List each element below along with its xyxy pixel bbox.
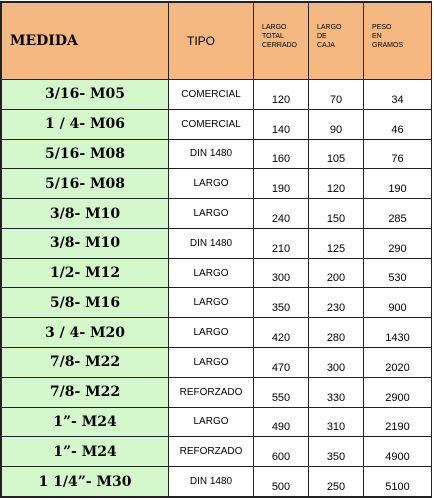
table-row [2, 169, 432, 199]
cell-tipo: COMERCIAL [169, 109, 254, 139]
cell-largo-caja: 250 [309, 467, 364, 497]
cell-medida: 1 1/4”- M30 [2, 467, 169, 497]
header-largo-caja-line: LARGO [317, 24, 342, 31]
cell-largo-caja: 350 [309, 437, 364, 467]
header-peso [364, 3, 432, 80]
cell-medida: 3/8- M10 [2, 228, 169, 258]
cell-tipo: LARGO [169, 169, 254, 199]
cell-tipo: DIN 1480 [169, 467, 254, 497]
cell-largo-total: 120 [254, 80, 309, 110]
table-row [2, 467, 432, 497]
cell-largo-total: 420 [254, 318, 309, 348]
cell-largo-caja: 120 [309, 169, 364, 199]
cell-medida: 5/8- M16 [2, 288, 169, 318]
cell-largo-total: 490 [254, 407, 309, 437]
cell-peso: 900 [364, 288, 432, 318]
cell-medida: 1”- M24 [2, 437, 169, 467]
cell-tipo: LARGO [169, 318, 254, 348]
header-row [2, 3, 432, 80]
cell-peso: 5100 [364, 467, 432, 497]
header-tipo: TIPO [169, 3, 254, 80]
cell-largo-caja: 330 [309, 377, 364, 407]
cell-peso: 290 [364, 228, 432, 258]
header-largo-caja-line: CAJA [317, 42, 335, 49]
cell-medida: 7/8- M22 [2, 377, 169, 407]
cell-largo-total: 470 [254, 348, 309, 378]
table-row [2, 318, 432, 348]
header-medida: MEDIDA [2, 3, 169, 80]
cell-largo-total: 240 [254, 199, 309, 229]
cell-largo-total: 300 [254, 258, 309, 288]
cell-tipo: LARGO [169, 348, 254, 378]
cell-largo-total: 160 [254, 139, 309, 169]
header-largo-total [254, 3, 309, 80]
cell-peso: 190 [364, 169, 432, 199]
header-largo-caja-line: DE [317, 33, 327, 40]
cell-tipo: LARGO [169, 407, 254, 437]
cell-peso: 1430 [364, 318, 432, 348]
cell-peso: 76 [364, 139, 432, 169]
cell-tipo: REFORZADO [169, 377, 254, 407]
cell-peso: 2020 [364, 348, 432, 378]
cell-medida: 5/16- M08 [2, 169, 169, 199]
cell-largo-caja: 70 [309, 80, 364, 110]
cell-peso: 46 [364, 109, 432, 139]
cell-medida: 5/16- M08 [2, 139, 169, 169]
cell-peso: 2900 [364, 377, 432, 407]
spec-table-body [2, 80, 432, 497]
table-row [2, 437, 432, 467]
header-peso-line: EN [372, 33, 382, 40]
cell-medida: 3 / 4- M20 [2, 318, 169, 348]
cell-tipo: COMERCIAL [169, 80, 254, 110]
cell-largo-caja: 105 [309, 139, 364, 169]
cell-largo-total: 550 [254, 377, 309, 407]
cell-largo-total: 190 [254, 169, 309, 199]
table-row [2, 228, 432, 258]
table-row [2, 348, 432, 378]
cell-tipo: LARGO [169, 288, 254, 318]
header-largo-total-line: TOTAL [262, 33, 284, 40]
cell-tipo: DIN 1480 [169, 228, 254, 258]
spec-sheet [0, 1, 432, 498]
cell-medida: 7/8- M22 [2, 348, 169, 378]
cell-peso: 530 [364, 258, 432, 288]
cell-largo-caja: 90 [309, 109, 364, 139]
header-largo-total-line: CERRADO [262, 42, 298, 49]
table-row [2, 199, 432, 229]
cell-largo-caja: 310 [309, 407, 364, 437]
cell-medida: 3/8- M10 [2, 199, 169, 229]
table-row [2, 377, 432, 407]
header-largo-total-line: LARGO [262, 24, 287, 31]
cell-largo-total: 140 [254, 109, 309, 139]
cell-largo-total: 210 [254, 228, 309, 258]
cell-medida: 3/16- M05 [2, 80, 169, 110]
cell-medida: 1/2- M12 [2, 258, 169, 288]
cell-tipo: LARGO [169, 199, 254, 229]
cell-peso: 4900 [364, 437, 432, 467]
table-row [2, 258, 432, 288]
cell-largo-caja: 280 [309, 318, 364, 348]
cell-largo-caja: 125 [309, 228, 364, 258]
header-largo-caja [309, 3, 364, 80]
cell-tipo: LARGO [169, 258, 254, 288]
cell-largo-caja: 230 [309, 288, 364, 318]
spec-table [1, 2, 432, 497]
header-peso-line: PESO [372, 24, 392, 31]
cell-peso: 34 [364, 80, 432, 110]
cell-tipo: DIN 1480 [169, 139, 254, 169]
table-row [2, 109, 432, 139]
cell-largo-total: 350 [254, 288, 309, 318]
header-peso-line: GRAMOS [372, 42, 404, 49]
table-row [2, 80, 432, 110]
table-row [2, 139, 432, 169]
cell-peso: 2190 [364, 407, 432, 437]
cell-peso: 285 [364, 199, 432, 229]
table-row [2, 407, 432, 437]
table-row [2, 288, 432, 318]
cell-largo-caja: 300 [309, 348, 364, 378]
cell-largo-total: 500 [254, 467, 309, 497]
cell-largo-caja: 200 [309, 258, 364, 288]
cell-medida: 1 / 4- M06 [2, 109, 169, 139]
cell-tipo: REFORZADO [169, 437, 254, 467]
cell-largo-total: 600 [254, 437, 309, 467]
cell-largo-caja: 150 [309, 199, 364, 229]
cell-medida: 1”- M24 [2, 407, 169, 437]
